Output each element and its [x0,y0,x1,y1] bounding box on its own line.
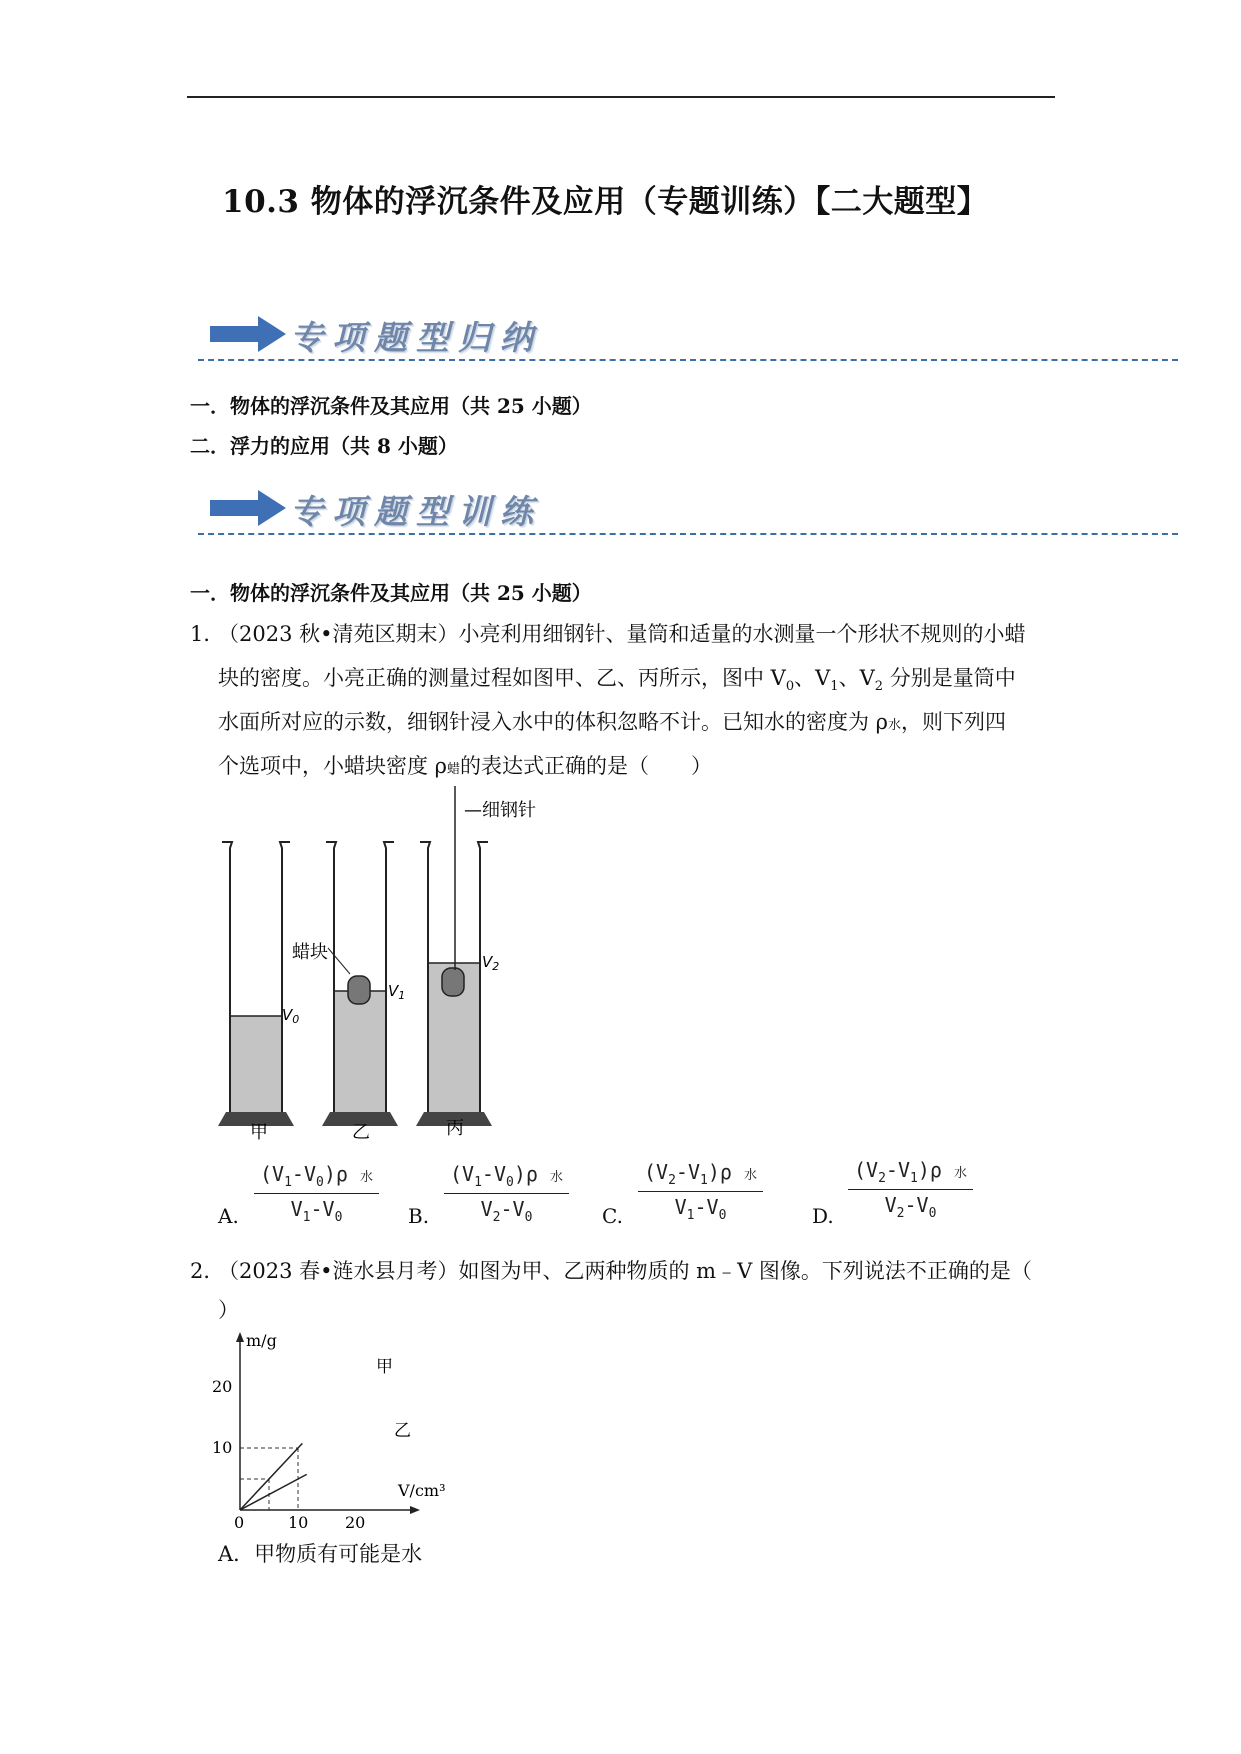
page-title: 10.3 物体的浮沉条件及应用（专题训练）【二大题型】 [222,184,989,220]
arrow-right-icon [210,490,286,526]
option-c-letter: C. [602,1204,623,1228]
option-b-letter: B. [408,1204,430,1228]
series-label-yi: 乙 [394,1421,411,1441]
question-1-line: 个选项中，小蜡块密度 ρ蜡的表达式正确的是（ ） [218,754,713,778]
question-2-option-a[interactable]: A．甲物质有可能是水 [218,1542,423,1566]
top-rule [187,96,1055,98]
question-1-line: 水面所对应的示数，细钢针浸入水中的体积忽略不计。已知水的密度为 ρ水，则下列四 [218,710,1007,734]
question-1-line: 块的密度。小亮正确的测量过程如图甲、乙、丙所示，图中 $V_0$、$V_1$、$V_2$ 分别是量筒中 [218,666,1016,695]
option-a-expression[interactable]: $(V_1-V_0)\rho$ 水 $V_1-V_0$ [254,1162,379,1225]
wax-label: 蜡块 [292,942,328,963]
x-axis-label: V/cm³ [398,1481,446,1500]
y-tick-label: 20 [212,1377,233,1396]
y-tick-label: 10 [212,1438,233,1457]
wax-block-submerged [442,968,464,996]
option-d-expression[interactable]: $(V_2-V_1)\rho$ 水 $V_2-V_0$ [848,1158,973,1221]
section-heading: 一．物体的浮沉条件及其应用（共 25 小题） [190,581,592,605]
wax-pointer [328,948,350,974]
m-v-graph [208,1328,468,1528]
cylinder-jia [218,842,294,1126]
option-d-letter: D. [812,1204,834,1228]
x-axis-arrow-icon [410,1506,420,1514]
wax-block [348,976,370,1004]
question-2-line: （2023 春•涟水县月考）如图为甲、乙两种物质的 m﹣V 图像。下列说法不正确的是（ [218,1259,1032,1283]
section-banner-training [198,480,1178,540]
question-number: 1． [190,622,225,646]
banner-label: 专项题型归纳 [290,318,542,357]
section-banner-summary [198,306,1178,366]
v1-label: $V_1$ [388,982,406,1002]
y-axis-arrow-icon [236,1332,244,1342]
x-tick-label: 10 [288,1513,309,1528]
series-label-jia: 甲 [376,1357,393,1377]
series-lines [240,1443,307,1510]
summary-item-1: 一．物体的浮沉条件及其应用（共 25 小题） [190,394,592,418]
v2-label: $V_2$ [482,953,500,973]
question-number: 2． [190,1259,225,1283]
origin-label: 0 [234,1513,245,1528]
cylinder-yi [322,842,398,1126]
cylinder-bing [416,786,492,1126]
v0-label: $V_0$ [282,1006,300,1026]
cylinder-label-jia: 甲 [250,1122,268,1140]
y-axis-label: m/g [246,1331,277,1350]
needle-label: —细钢针 [464,800,536,821]
option-b-expression[interactable]: $(V_1-V_0)\rho$ 水 $V_2-V_0$ [444,1162,569,1225]
series-line-jia [240,1443,302,1510]
question-2-line: ） [218,1298,239,1322]
banner-label: 专项题型训练 [290,492,542,531]
option-a-letter: A. [218,1204,239,1228]
dashed-divider [198,359,1178,361]
summary-item-2: 二．浮力的应用（共 8 小题） [190,434,458,458]
measuring-cylinders-figure [210,780,570,1140]
question-1-line: （2023 秋•清苑区期末）小亮利用细钢针、量筒和适量的水测量一个形状不规则的小蜡 [218,622,1026,646]
cylinder-label-yi: 乙 [352,1122,370,1140]
option-c-expression[interactable]: $(V_2-V_1)\rho$ 水 $V_1-V_0$ [638,1160,763,1223]
x-tick-label: 20 [345,1513,366,1528]
arrow-right-icon [210,316,286,352]
dashed-divider [198,533,1178,535]
cylinder-label-bing: 丙 [446,1118,464,1139]
series-line-yi [240,1474,307,1510]
